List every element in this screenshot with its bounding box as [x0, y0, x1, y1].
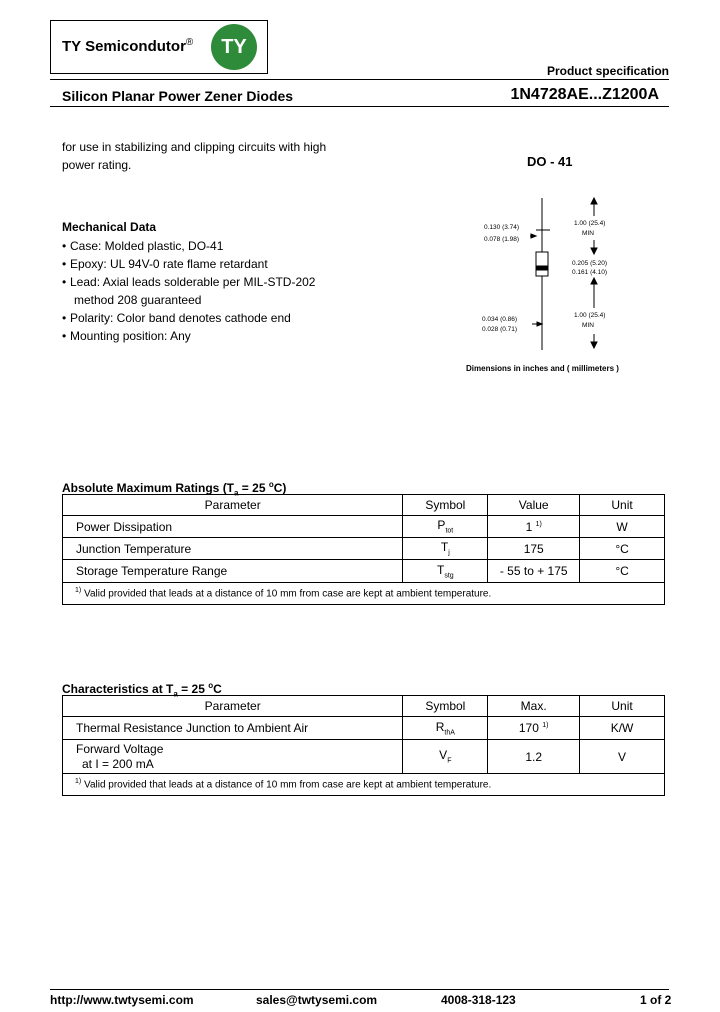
unit-cell: °C — [580, 538, 665, 560]
title-part: C — [213, 682, 222, 696]
abs-max-table — [62, 494, 665, 605]
value-cell: 1.2 — [488, 740, 580, 774]
document-title: Silicon Planar Power Zener Diodes — [62, 88, 294, 104]
title-part: Characteristics at T — [62, 682, 174, 696]
title-part: Absolute Maximum Ratings (T — [62, 481, 235, 495]
table-header-row — [63, 495, 665, 516]
symbol-sub: thA — [444, 729, 455, 737]
title-sub: a — [173, 689, 178, 699]
dim-lead-dia-top: 0.130 (3.74) — [484, 224, 520, 231]
table-header-row — [63, 696, 665, 717]
param-cell: Thermal Resistance Junction to Ambient Air — [63, 717, 403, 740]
dimensions-caption: Dimensions in inches and ( millimeters ) — [466, 364, 619, 373]
dim-top-len: 1.00 (25.4) — [574, 220, 606, 227]
footnote — [63, 774, 665, 796]
column-header: Parameter — [63, 696, 403, 717]
symbol-sub: j — [448, 549, 450, 557]
symbol-cell — [403, 516, 488, 538]
footer-email[interactable]: sales@twtysemi.com — [256, 993, 378, 1007]
registered-mark: ® — [185, 37, 194, 48]
column-header: Value — [488, 495, 580, 516]
table-row — [63, 538, 665, 560]
dim-wire-bot: 0.028 (0.71) — [482, 326, 518, 333]
company-logo-text — [62, 37, 193, 55]
description-line: for use in stabilizing and clipping circuits with high — [62, 140, 327, 154]
column-header: Symbol — [403, 696, 488, 717]
symbol: V — [439, 748, 448, 763]
package-name: DO - 41 — [527, 154, 573, 169]
description — [62, 138, 352, 174]
symbol: T — [436, 562, 445, 577]
list-item: method 208 guaranteed — [74, 293, 202, 307]
table-row — [63, 717, 665, 740]
list-item: • Lead: Axial leads solderable per MIL-STD-202 — [62, 273, 315, 291]
title-part: = 25 — [177, 682, 209, 696]
unit-cell: V — [580, 740, 665, 774]
footnote-text: Valid provided that leads at a distance of 10 mm from case are kept at ambient temperature. — [81, 779, 492, 791]
mechanical-data-title: Mechanical Data — [62, 220, 157, 234]
param-cell: Storage Temperature Range — [63, 560, 403, 583]
package-outline-drawing — [470, 190, 630, 358]
value-cell: - 55 to + 175 — [488, 560, 580, 583]
footnote-ref: 1) — [535, 520, 542, 528]
footnote-ref: 1) — [542, 722, 549, 729]
title-part: = 25 — [238, 481, 269, 495]
unit-cell: W — [580, 516, 665, 538]
header-rule — [50, 79, 669, 80]
symbol: T — [440, 540, 449, 555]
footer-rule — [50, 989, 669, 990]
page-number: 1 of 2 — [640, 993, 672, 1007]
diode-body — [536, 252, 548, 276]
company-logo-badge: TY — [211, 24, 257, 70]
part-number-range: 1N4728AE...Z1200A — [510, 86, 659, 103]
param-line: Forward Voltage — [76, 741, 164, 756]
footer-phone: 4008-318-123 — [441, 993, 516, 1007]
value: 1 — [525, 519, 533, 534]
param-cell: Junction Temperature — [63, 538, 403, 560]
dim-top-min: MIN — [582, 230, 594, 237]
table-note-row — [63, 583, 665, 605]
footnote — [63, 583, 665, 605]
table-row — [63, 516, 665, 538]
title-sup: o — [208, 681, 214, 690]
description-line: power rating. — [62, 158, 132, 172]
unit-cell: K/W — [580, 717, 665, 740]
list-item: • Polarity: Color band denotes cathode end — [62, 309, 315, 327]
param-cell: Power Dissipation — [63, 516, 403, 538]
symbol-sub: tot — [445, 527, 454, 535]
value-cell — [488, 516, 580, 538]
symbol-cell — [403, 560, 488, 583]
cathode-band — [536, 266, 548, 270]
footer-url[interactable]: http://www.twtysemi.com — [50, 993, 194, 1007]
dim-bot-min: MIN — [582, 322, 594, 329]
title-part: C) — [273, 481, 287, 495]
symbol-cell — [403, 538, 488, 560]
list-item: • Case: Molded plastic, DO-41 — [62, 237, 315, 255]
symbol: P — [437, 518, 446, 533]
value-cell — [488, 717, 580, 740]
unit-cell: °C — [580, 560, 665, 583]
symbol-sub: stg — [444, 572, 454, 580]
dim-lead-dia-bot: 0.078 (1.98) — [484, 236, 520, 243]
dim-body-top: 0.205 (5.20) — [572, 260, 608, 267]
symbol-cell — [403, 740, 488, 774]
list-item: • Epoxy: UL 94V-0 rate flame retardant — [62, 255, 315, 273]
footnote-text: Valid provided that leads at a distance of 10 mm from case are kept at ambient temperature. — [81, 588, 492, 600]
column-header: Max. — [488, 696, 580, 717]
list-item: • Mounting position: Any — [62, 327, 315, 345]
dim-body-bot: 0.161 (4.10) — [572, 269, 608, 276]
title-sub: a — [234, 488, 239, 498]
column-header: Unit — [580, 495, 665, 516]
param-cell — [63, 740, 403, 774]
product-spec-label: Product specification — [546, 64, 669, 78]
footnote-mark: 1) — [75, 587, 82, 595]
symbol-cell — [403, 717, 488, 740]
column-header: Parameter — [63, 495, 403, 516]
title-rule — [50, 106, 669, 107]
value: 170 — [518, 721, 539, 735]
characteristics-table — [62, 695, 665, 796]
dim-bot-len: 1.00 (25.4) — [574, 312, 606, 319]
column-header: Symbol — [403, 495, 488, 516]
footnote-mark: 1) — [75, 778, 82, 786]
param-line: at I = 200 mA — [82, 756, 154, 771]
table-note-row — [63, 774, 665, 796]
symbol: R — [435, 719, 445, 734]
dim-wire-top: 0.034 (0.86) — [482, 316, 518, 323]
company-name: TY Semicondutor — [62, 38, 186, 55]
mechanical-data-list — [62, 237, 315, 345]
value-cell: 175 — [488, 538, 580, 560]
title-sup: o — [268, 480, 274, 489]
column-header: Unit — [580, 696, 665, 717]
table-row — [63, 560, 665, 583]
table-row — [63, 740, 665, 774]
symbol-sub: F — [447, 757, 452, 765]
